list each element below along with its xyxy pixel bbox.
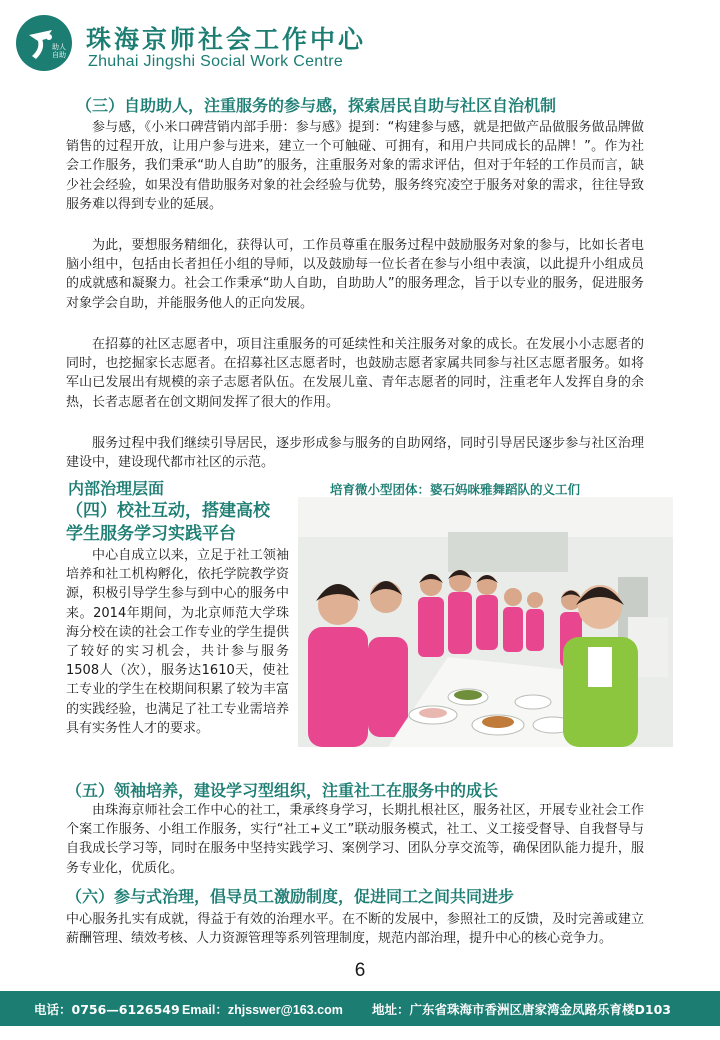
section3-paragraph-4: 服务过程中我们继续引导居民，逐步形成参与服务的自助网络，同时引导居民逐步参与社区治理建设中，建设现代都市社区的示范。 [66,436,644,471]
footer-address: 地址：广东省珠海市香洲区唐家湾金凤路乐育楼D103 [372,1002,671,1017]
internal-governance-label: 内部治理层面 [68,479,165,498]
photo-caption: 培育微小型团体：婆石妈咪雅舞蹈队的义工们 [330,482,581,497]
section3-heading: （三）自助助人，注重服务的参与感，探索居民自助与社区自治机制 [76,96,557,115]
section5-paragraph: 由珠海京师社会工作中心的社工，秉承终身学习，长期扎根社区，服务社区，开展专业社会工作个案工作服务、小组工作服务，实行“社工+义工”联动服务模式，社工、义工接受督导、自我督导与自我成长学习等，同时在服务中坚持实践学习、案例学习、团队分享交流等，确保团队能力提升，服务专业化，优质化。 [66,803,644,876]
section3-paragraph-2: 为此，要想服务精细化，获得认可，工作员尊重在服务过程中鼓励服务对象的参与，比如长者电脑小组中，包括由长者担任小组的导师，以及鼓励每一位长者在参与小组中表演，以此提升小组成员的成就感和凝聚力。社会工作秉承“助人自助，自助助人”的服务理念，旨于以专业的服务，促进服务对象学会自助，并能服务他人的正向发展。 [66,238,644,311]
footer-email: Email：zhjsswer@163.com [182,1003,343,1017]
org-logo [16,15,72,71]
footer-phone: 电话：0756—6126549 [34,1002,180,1017]
section3-paragraph-1: 参与感，《小米口碑营销内部手册：参与感》提到：“构建参与感，就是把做产品做服务做品牌做销售的过程开放，让用户参与进来，建立一个可触碰、可拥有，和用户共同成长的品牌！”。作为社会工作服务，我们秉承“助人自助”的服务，注重服务对象的需求评估，但对于年轻的工作员而言，缺少社会经验，如果没有借助服务对象的社会经验与优势，服务终究凌空于服务对象的需求，往往导致服务难以得到专业的延展。 [66,120,644,212]
section4-heading [66,500,270,546]
section6-heading: （六）参与式治理，倡导员工激励制度，促进同工之间共同进步 [66,887,515,906]
volunteer-team-photo [298,497,673,747]
org-name-en: Zhuhai Jingshi Social Work Centre [88,53,344,70]
section3-paragraph-3: 在招募的社区志愿者中，项目注重服务的可延续性和关注服务对象的成长。在发展小小志愿者的同时，也挖掘家长志愿者。在招募社区志愿者时，也鼓励志愿者家属共同参与社区志愿者服务。如将军山已发展出有规模的亲子志愿者队伍。在发展儿童、青年志愿者的同时，注重老年人发挥自身的余热，长者志愿者在创文期间发挥了很大的作用。 [66,337,644,410]
section4-heading-line1: （四）校社互动，搭建高校 [66,501,270,521]
contact-footer [0,991,720,1026]
page-header [0,0,720,84]
org-name-cn: 珠海京师社会工作中心 [86,25,367,54]
section6-paragraph: 中心服务扎实有成就，得益于有效的治理水平。在不断的发展中，参照社工的反馈，及时完善或建立薪酬管理、绩效考核、人力资源管理等系列管理制度，规范内部治理，提升中心的核心竞争力。 [66,912,644,947]
section4-heading-line2: 学生服务学习实践平台 [66,524,236,544]
page-number: 6 [354,960,366,981]
logo-motto-line1: 助人 [52,43,66,51]
logo-motto [49,43,69,59]
section5-heading: （五）领袖培养，建设学习型组织，注重社工在服务中的成长 [66,781,499,800]
section4-paragraph: 中心自成立以来，立足于社工领袖培养和社工机构孵化，依托学院教学资源，积极引导学生参与到中心的服务中来。2014年期间，为北京师范大学珠海分校在读的社会工作专业的学生提供了较好的实习机会，共计参与服务1508人（次），服务达1610天，使社工专业的学生在校期间积累了较为丰富的实践经验，也满足了社工专业需培养具有实务性人才的要求。 [66,548,289,736]
logo-motto-line2: 自助 [52,51,66,59]
volunteer-photo-illustration [298,497,673,747]
